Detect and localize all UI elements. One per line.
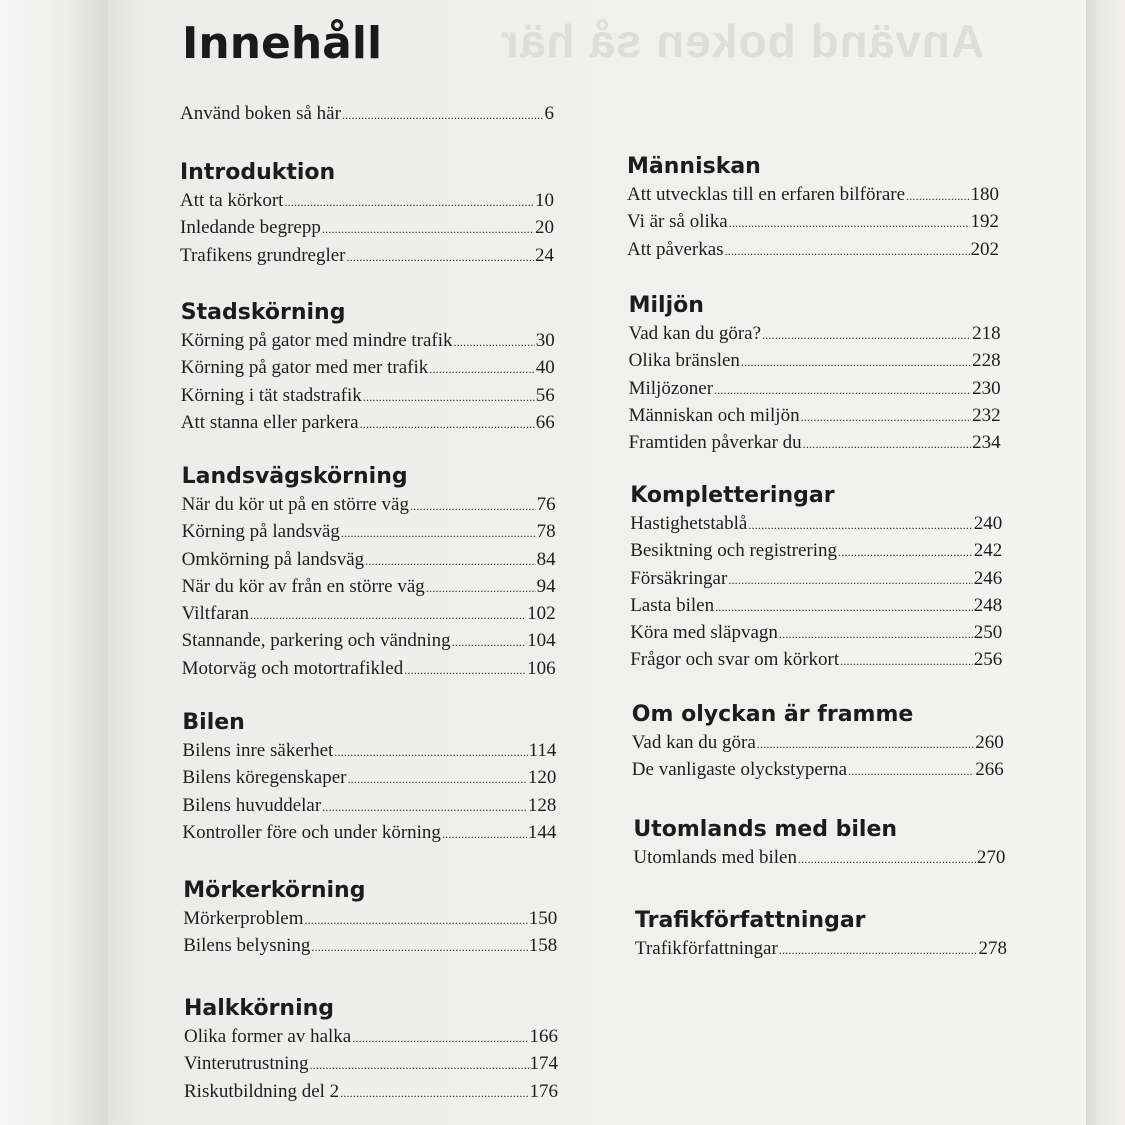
toc-page-number: 250: [973, 622, 1003, 644]
toc-entry: [180, 101, 554, 128]
toc-section: [182, 464, 556, 683]
toc-page-number: 30: [535, 330, 555, 351]
toc-page-number: 232: [972, 404, 1001, 426]
dot-leader: [426, 574, 536, 601]
section-heading: Stadskörning: [180, 300, 346, 325]
toc-page-number: 270: [976, 847, 1006, 868]
dot-leader: [334, 738, 527, 765]
toc-section: [635, 908, 1007, 963]
toc-entry-label: Stannande, parkering och vändning: [181, 630, 451, 652]
toc-page-number: 40: [535, 357, 555, 379]
dot-leader: [454, 328, 535, 355]
bleed-through-heading: Använd boken så här: [500, 15, 985, 67]
dot-leader: [284, 188, 534, 215]
toc-page-number: 6: [544, 103, 554, 124]
dot-leader: [347, 765, 526, 792]
toc-page-number: 260: [975, 732, 1004, 753]
toc-page-number: 66: [535, 411, 555, 433]
section-heading: Trafikförfattningar: [635, 908, 866, 933]
dot-leader: [715, 593, 973, 620]
toc-entry: [182, 519, 556, 546]
toc-entry: [183, 933, 557, 960]
toc-entry: [630, 593, 1002, 620]
dot-leader: [798, 845, 976, 872]
section-heading: Mörkerkörning: [183, 878, 366, 903]
toc-entry-label: Bilens köregenskaper: [182, 767, 347, 789]
toc-entry: [629, 348, 1001, 375]
toc-entry-label: Människan och miljön: [628, 404, 800, 426]
toc-entry: [182, 738, 556, 765]
dot-leader: [250, 601, 526, 628]
dot-leader: [341, 519, 536, 546]
toc-entry: [184, 1051, 558, 1078]
dot-leader: [410, 492, 536, 519]
dot-leader: [848, 757, 974, 784]
toc-page-number: 10: [535, 190, 554, 211]
section-heading: Halkkörning: [184, 996, 335, 1021]
toc-entry-label: Vi är så olika: [627, 211, 728, 233]
toc-entry-label: Miljözoner: [628, 377, 714, 399]
toc-page-number: 192: [970, 211, 999, 233]
dot-leader: [404, 656, 526, 683]
toc-page-number: 180: [970, 184, 999, 205]
toc-page-number: 278: [978, 938, 1007, 959]
dot-leader: [309, 1051, 528, 1078]
toc-entry-label: Bilens belysning: [183, 935, 311, 957]
toc-entry-label: Olika former av halka: [184, 1026, 352, 1047]
toc-entry-label: Att stanna eller parkera: [180, 411, 359, 433]
section-heading: Utomlands med bilen: [633, 817, 898, 842]
toc-page-number: 144: [527, 821, 557, 843]
toc-page-number: 248: [973, 594, 1003, 616]
toc-entry-label: Trafikens grundregler: [180, 244, 346, 266]
toc-page-number: 106: [527, 657, 556, 679]
toc-entry-label: Körning på gator med mer trafik: [180, 357, 429, 379]
toc-entry-label: Att ta körkort: [180, 190, 284, 211]
toc-entry: [182, 492, 556, 519]
toc-page-number: 104: [527, 630, 556, 652]
toc-section: [629, 293, 1001, 457]
toc-page-number: 230: [972, 377, 1001, 399]
toc-page-number: 94: [536, 575, 556, 597]
dot-leader: [728, 566, 972, 593]
toc-entry-label: Hastighetstablå: [630, 513, 748, 534]
toc-page-number: 158: [528, 935, 558, 957]
toc-page-number: 256: [973, 649, 1003, 671]
toc-page-number: 102: [527, 603, 556, 625]
toc-page-number: 120: [527, 767, 557, 789]
toc-entry: [627, 209, 999, 236]
toc-section: [184, 996, 558, 1106]
toc-entry: [629, 321, 1001, 348]
dot-leader: [757, 730, 975, 757]
toc-entry-label: När du kör av från en större väg: [181, 575, 425, 597]
section-heading: Om olyckan är framme: [631, 702, 914, 727]
toc-entry: [181, 383, 555, 410]
toc-entry: [630, 511, 1002, 538]
toc-entry-label: Motorväg och motortrafikled: [181, 657, 404, 679]
toc-entry-label: Lasta bilen: [630, 594, 715, 616]
dot-leader: [803, 430, 971, 457]
toc-entry: [629, 430, 1001, 457]
left-page-margin: [0, 0, 108, 1125]
dot-leader: [352, 1024, 528, 1051]
toc-entry: [632, 757, 1004, 784]
toc-entry-label: Riskutbildning del 2: [184, 1080, 340, 1102]
toc-page-number: 150: [528, 908, 558, 929]
toc-entry: [630, 620, 1002, 647]
toc-section: [180, 160, 554, 270]
dot-leader: [714, 376, 971, 403]
toc-entry: [630, 647, 1002, 674]
toc-entry: [181, 328, 555, 355]
toc-page-number: 240: [973, 513, 1003, 534]
toc-entry-label: Inledande begrepp: [180, 217, 321, 239]
dot-leader: [452, 628, 526, 655]
toc-page-number: 24: [535, 244, 554, 266]
section-heading: Miljön: [628, 293, 704, 318]
toc-entry-label: När du kör ut på en större väg: [181, 494, 409, 515]
toc-entry: [182, 601, 556, 628]
toc-page-number: 166: [529, 1026, 558, 1047]
toc-entry-label: Besiktning och registrering: [630, 540, 838, 562]
dot-leader: [342, 101, 544, 128]
toc-entry: [180, 215, 554, 242]
toc-page-number: 76: [536, 494, 556, 515]
section-heading: Introduktion: [180, 160, 336, 185]
toc-entry: [182, 656, 556, 683]
toc-entry: [184, 1024, 558, 1051]
dot-leader: [340, 1079, 528, 1106]
toc-entry: [184, 1079, 558, 1106]
toc-page-number: 78: [536, 521, 556, 543]
toc-entry: [182, 547, 556, 574]
toc-page-number: 128: [527, 794, 557, 816]
toc-entry-label: Använd boken så här: [180, 103, 341, 124]
toc-entry-label: Utomlands med bilen: [633, 847, 797, 868]
section-heading: Bilen: [182, 710, 245, 735]
toc-page-number: 234: [972, 432, 1001, 454]
toc-section: [183, 878, 557, 961]
dot-leader: [322, 215, 534, 242]
toc-entry: [181, 410, 555, 437]
dot-leader: [322, 793, 527, 820]
toc-page-number: 218: [972, 323, 1001, 344]
toc-entry: [182, 793, 556, 820]
dot-leader: [762, 321, 971, 348]
toc-entry-label: Viltfaran: [181, 603, 250, 625]
toc-section: [633, 817, 1005, 872]
toc-page-number: 202: [970, 238, 999, 260]
toc-page-number: 242: [973, 540, 1003, 562]
dot-leader: [429, 355, 535, 382]
toc-page-number: 20: [535, 217, 554, 239]
toc-section: [630, 483, 1002, 675]
dot-leader: [741, 348, 971, 375]
toc-page-number: 174: [529, 1053, 558, 1075]
dot-leader: [365, 547, 535, 574]
toc-entry-label: Vad kan du göra?: [628, 323, 762, 344]
toc-entry: [182, 820, 556, 847]
dot-leader: [305, 906, 528, 933]
dot-leader: [840, 647, 973, 674]
toc-entry: [182, 765, 556, 792]
section-heading: Kompletteringar: [630, 483, 835, 508]
toc-page-number: 228: [972, 350, 1001, 372]
toc-section: [181, 300, 555, 437]
dot-leader: [347, 243, 534, 270]
dot-leader: [442, 820, 527, 847]
dot-leader: [748, 511, 972, 538]
toc-entry-label: Vad kan du göra: [631, 732, 756, 753]
toc-page-number: 84: [536, 548, 556, 570]
dot-leader: [779, 936, 978, 963]
toc-entry: [180, 243, 554, 270]
toc-entry: [183, 906, 557, 933]
toc-entry-label: Försäkringar: [630, 567, 728, 589]
toc-entry-label: Bilens inre säkerhet: [182, 740, 334, 761]
toc-section: [627, 154, 999, 264]
toc-entry-label: Vinterutrustning: [184, 1053, 309, 1075]
intro-entry-block: [180, 101, 554, 128]
toc-section: [632, 702, 1004, 785]
toc-section: [182, 710, 556, 847]
toc-entry-label: Att utvecklas till en erfaren bilförare: [627, 184, 906, 205]
toc-entry: [182, 628, 556, 655]
toc-entry-label: De vanligaste olyckstyperna: [631, 759, 848, 781]
toc-entry-label: Att påverkas: [627, 238, 724, 260]
toc-entry: [629, 376, 1001, 403]
toc-entry: [629, 403, 1001, 430]
dot-leader: [838, 538, 973, 565]
toc-entry: [180, 188, 554, 215]
toc-entry-label: Framtiden påverkar du: [628, 432, 802, 454]
toc-entry-label: Olika bränslen: [628, 350, 740, 372]
toc-entry: [627, 237, 999, 264]
dot-leader: [725, 237, 970, 264]
page-edge: [1086, 0, 1125, 1125]
toc-entry-label: Mörkerproblem: [183, 908, 304, 929]
toc-page-number: 266: [975, 759, 1004, 781]
toc-entry: [630, 538, 1002, 565]
toc-page-number: 176: [529, 1080, 558, 1102]
toc-entry-label: Bilens huvuddelar: [182, 794, 322, 816]
toc-entry-label: Frågor och svar om körkort: [630, 649, 840, 671]
toc-entry: [633, 845, 1005, 872]
toc-entry: [630, 566, 1002, 593]
toc-entry-label: Trafikförfattningar: [635, 938, 778, 959]
toc-page-number: 246: [973, 567, 1003, 589]
toc-entry-label: Omkörning på landsväg: [181, 548, 365, 570]
toc-entry-label: Körning på gator med mindre trafik: [180, 330, 453, 351]
dot-leader: [801, 403, 972, 430]
section-heading: Människan: [627, 154, 761, 179]
toc-entry-label: Körning i tät stadstrafik: [180, 384, 362, 406]
dot-leader: [729, 209, 970, 236]
dot-leader: [311, 933, 527, 960]
toc-entry: [182, 574, 556, 601]
dot-leader: [906, 182, 969, 209]
dot-leader: [363, 383, 535, 410]
section-heading: Landsvägskörning: [181, 464, 408, 489]
toc-entry: [635, 936, 1007, 963]
page-title: Innehåll: [182, 18, 383, 69]
toc-page-number: 56: [535, 384, 555, 406]
toc-entry: [627, 182, 999, 209]
toc-entry-label: Köra med släpvagn: [630, 622, 778, 644]
toc-entry: [181, 355, 555, 382]
dot-leader: [360, 410, 535, 437]
dot-leader: [779, 620, 973, 647]
toc-entry-label: Kontroller före och under körning: [182, 821, 441, 843]
toc-entry: [632, 730, 1004, 757]
toc-entry-label: Körning på landsväg: [181, 521, 340, 543]
toc-page-number: 114: [528, 740, 557, 761]
